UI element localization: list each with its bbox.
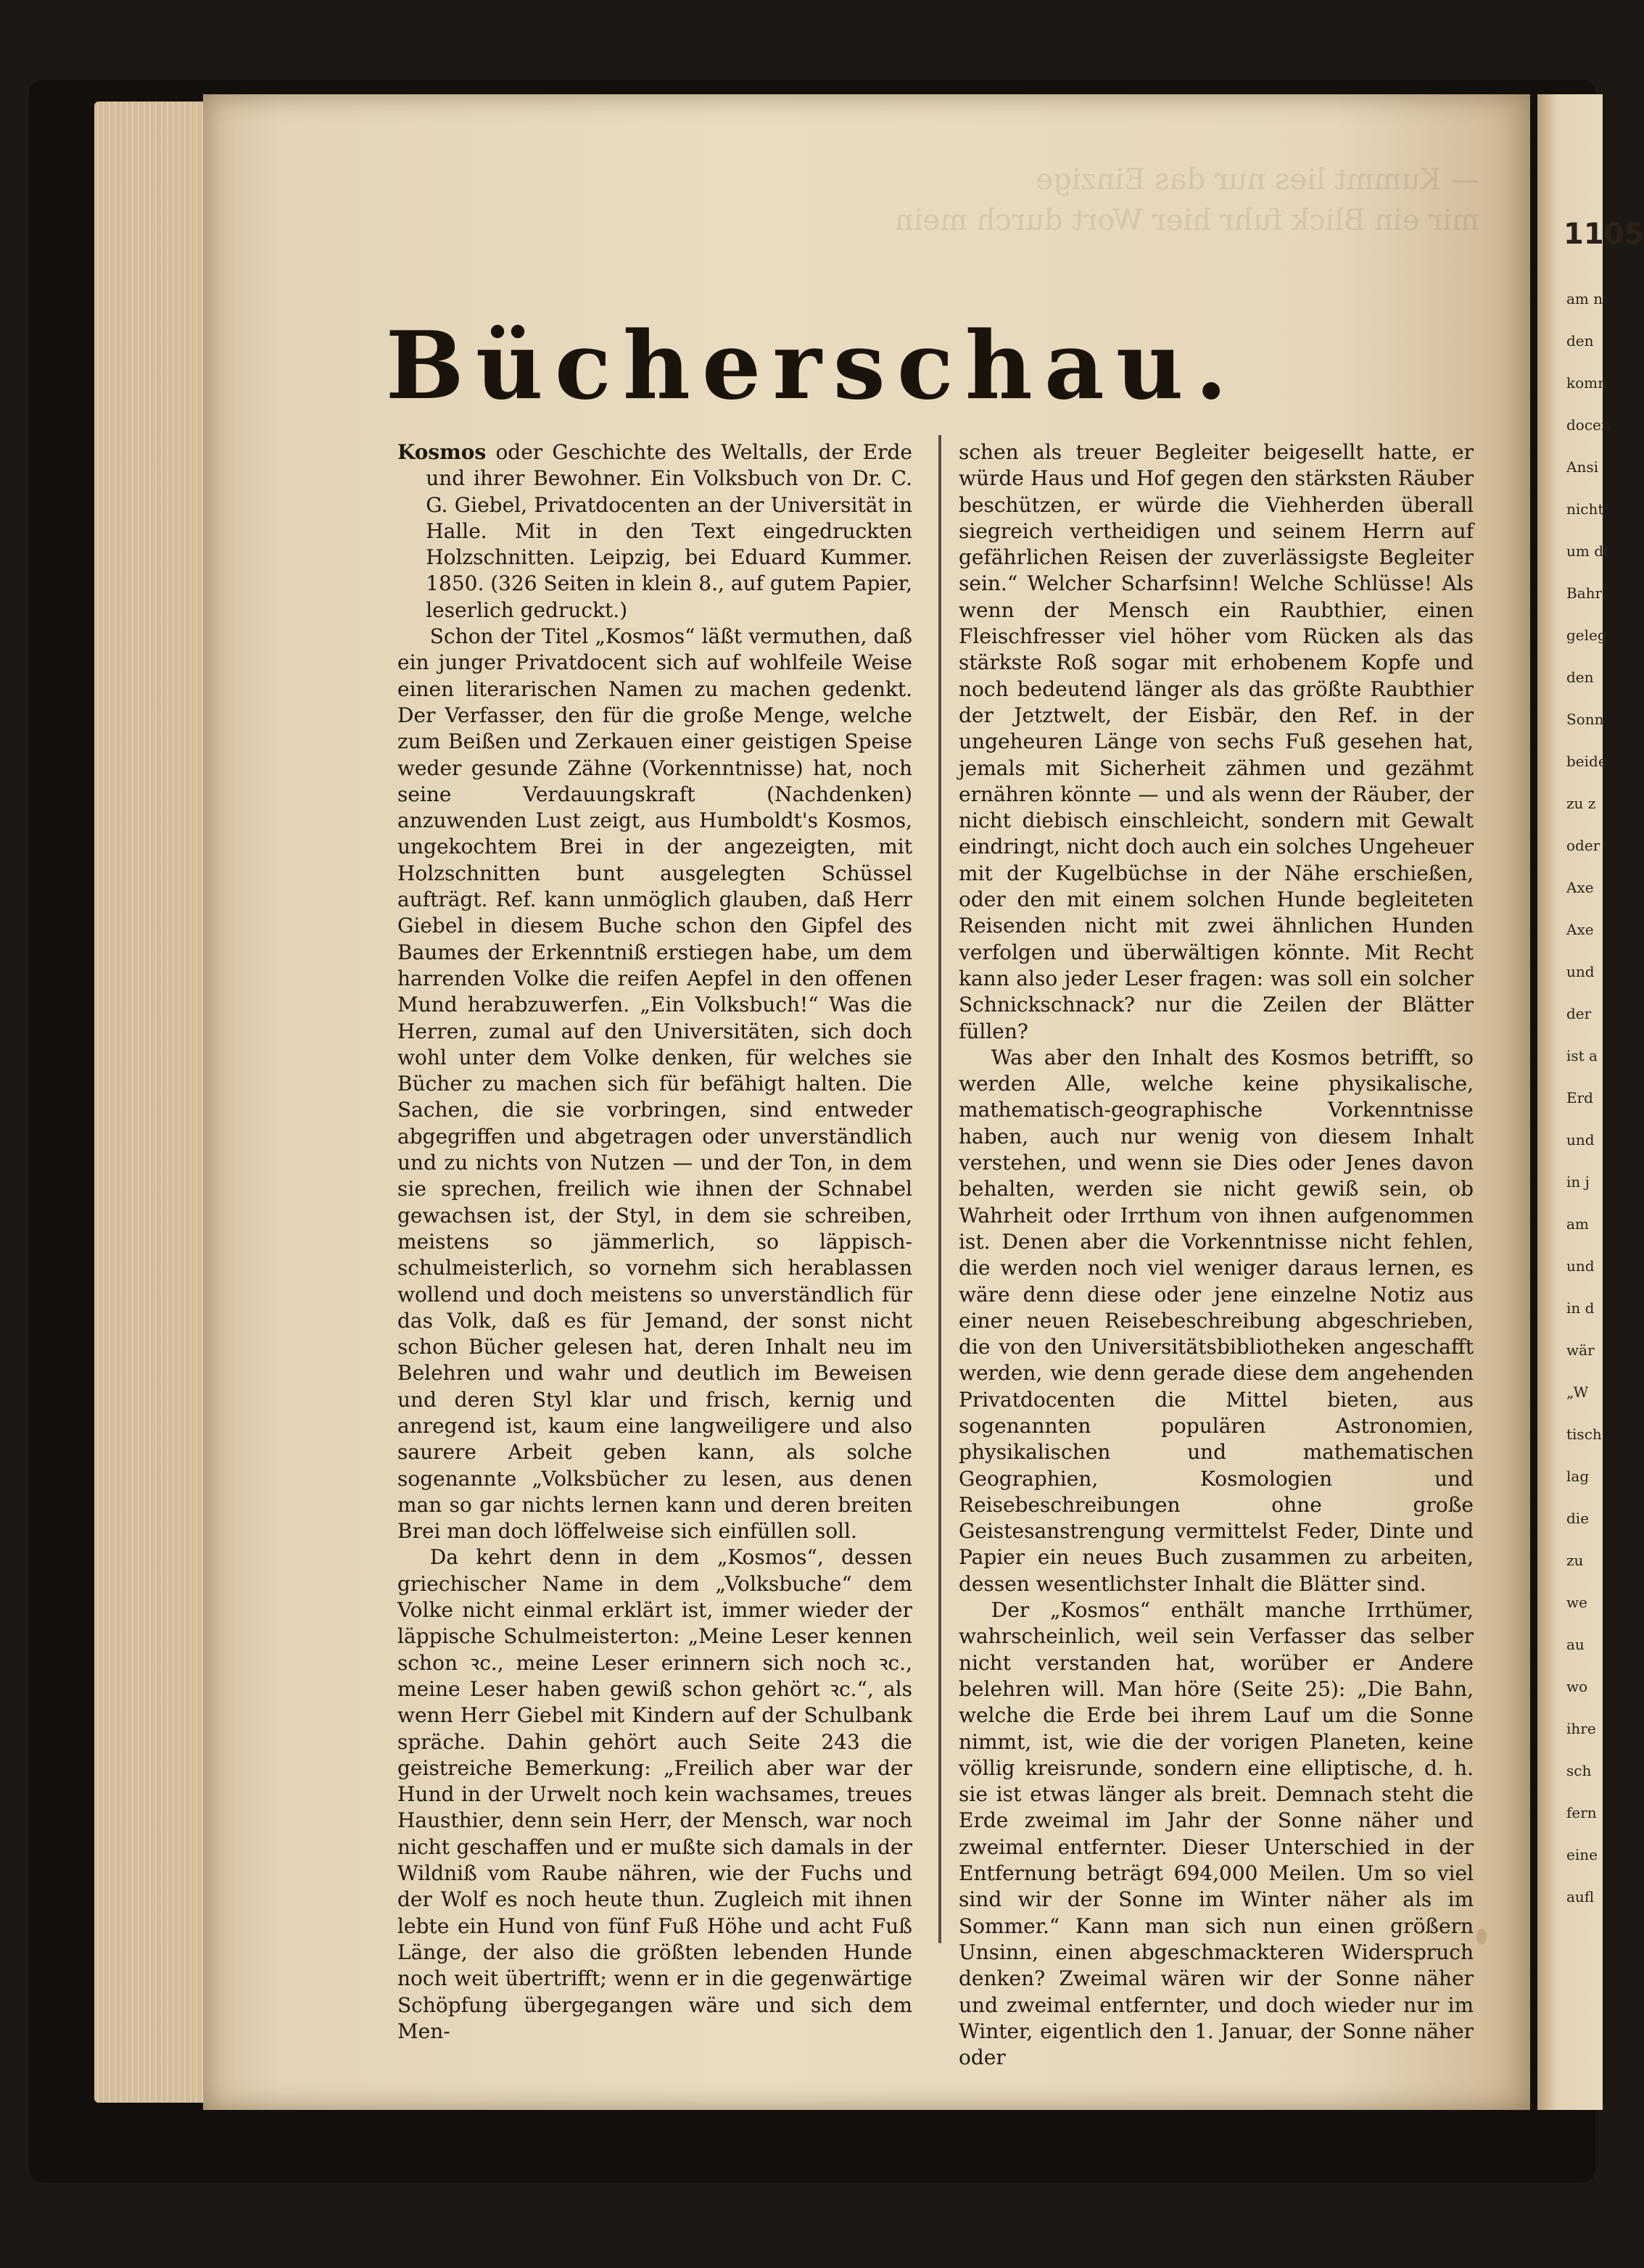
facing-page-fragment: in j	[1566, 1173, 1590, 1191]
facing-page-fragment: zu	[1566, 1552, 1584, 1569]
left-column	[397, 439, 912, 2043]
paragraph: Der „Kosmos“ enthält manche Irrthümer, wahrscheinlich, weil sein Verfasser das selber nicht verstanden hat, worüber er Andere belehren will. Man höre (Seite 25): „Die Bahn, welche die Erde bei ihrem Lauf um die Sonne nimmt, ist, wie die der vorigen Planeten, keine völlig kreisrunde, sondern eine elliptische, d. h. sie ist etwas länger als breit. Demnach steht die Erde zweimal im Jahr der Sonne näher und zweimal entfernter. Dieser Unterschied in der Entfernung beträgt 694,000 Meilen. Um so viel sind wir der Sonne im Winter näher als im Sommer.“ Kann man sich nun einen größern Unsinn, einen abgeschmackteren Widerspruch denken? Zweimal wären wir der Sonne näher und zweimal entfernter, und doch wieder nur im Winter, eigentlich den 1. Januar, der Sonne näher oder	[959, 1598, 1474, 2070]
facing-page-fragment: Bahr	[1566, 584, 1603, 602]
facing-page-fragment: am n	[1566, 290, 1603, 307]
facing-page-fragment: Axe	[1566, 879, 1594, 896]
facing-page-fragment: der	[1566, 1005, 1592, 1022]
facing-page-fragment: den	[1566, 332, 1594, 349]
facing-page-fragment: ist a	[1566, 1047, 1598, 1064]
facing-page-fragment: in d	[1566, 1299, 1595, 1317]
facing-page-number: 1105	[1564, 218, 1644, 251]
page-block-edge	[94, 102, 218, 2103]
entry-title: Kosmos	[397, 440, 487, 464]
facing-page-fragment: Erd	[1566, 1089, 1593, 1106]
facing-page-fragment: und	[1566, 963, 1595, 980]
paper-stain	[1476, 1929, 1487, 1945]
facing-page-fragment: oder	[1566, 837, 1600, 854]
facing-page-fragment: aufl	[1566, 1888, 1595, 1905]
facing-page-fragment: lag	[1566, 1468, 1590, 1485]
review-entry-header	[397, 439, 912, 624]
facing-page-fragment: am	[1566, 1215, 1589, 1233]
show-through-text	[305, 160, 1479, 261]
facing-page-fragment: zu z	[1566, 795, 1596, 812]
facing-page-fragment: Sonn	[1566, 711, 1604, 728]
facing-page-fragment: die	[1566, 1510, 1590, 1527]
facing-page-fragment: um di	[1566, 542, 1608, 560]
right-column	[959, 439, 1474, 2070]
column-divider	[938, 435, 941, 1943]
facing-page-fragment: Ansi	[1566, 458, 1598, 476]
facing-page-fragment: nicht	[1566, 500, 1604, 518]
facing-page-fragment: fern	[1566, 1804, 1597, 1821]
facing-page-fragment: komn	[1566, 374, 1608, 392]
facing-page-fragment: wo	[1566, 1678, 1588, 1695]
facing-page-fragment: geleg	[1566, 626, 1607, 644]
paragraph: Schon der Titel „Kosmos“ läßt vermuthen, daß ein junger Privatdocent sich auf wohlfeile Weise einen literarischen Namen zu machen gedenkt. Der Verfasser, den für die große Menge, welche zum Beißen und Zerkauen einer geistigen Speise weder gesunde Zähne (Vorkenntnisse) hat, noch seine Verdauungskraft (Nachdenken) anzuwenden Lust zeigt, aus Humboldt's Kosmos, ungekochtem Brei in der angezeigten, mit Holzschnitten bunt ausgelegten Schüssel aufträgt. Ref. kann unmöglich glauben, daß Herr Giebel in diesem Buche schon den Gipfel des Baumes der Erkenntniß erstiegen habe, um dem harrenden Volke die reifen Aepfel in den offenen Mund herabzuwerfen. „Ein Volksbuch!“ Was die Herren, zumal auf den Universitäten, sich doch wohl unter dem Volke denken, für welches sie Bücher zu machen sich für befähigt halten. Die Sachen, die sie vorbringen, sind entweder abgegriffen und abgetragen oder unverständlich und zu nichts von Nutzen — und der Ton, in dem sie sprechen, freilich wie ihnen der Schnabel gewachsen ist, der Styl, in dem sie schreiben, meistens so jämmerlich, so läppisch-schulmeisterlich, so vornehm sich herablassen wollend und doch meistens so unverständlich für das Volk, daß es für Jemand, der sonst nicht schon Bücher gelesen hat, deren Inhalt neu im Belehren und wahr und deutlich im Beweisen und deren Styl klar und frisch, kernig und anregend ist, kaum eine langweiligere und also saurere Arbeit geben kann, als solche sogenannte „Volksbücher zu lesen, aus denen man so gar nichts lernen kann und deren breiten Brei man doch löffelweise sich einfüllen soll.	[397, 624, 912, 1544]
facing-page-fragment: beide	[1566, 753, 1607, 770]
facing-page-edge	[1537, 94, 1644, 2110]
show-through-line-2: mir ein Blick fuhr hier Wort durch mein	[895, 204, 1479, 237]
facing-page-fragment: au	[1566, 1636, 1585, 1653]
paragraph: Da kehrt denn in dem „Kosmos“, dessen griechischer Name in dem „Volksbuche“ dem Volke nicht einmal erklärt ist, immer wieder der läppische Schulmeisterton: „Meine Leser kennen schon ꝛc., meine Leser erinnern sich noch ꝛc., meine Leser haben gewiß schon gehört ꝛc.“, als wenn Herr Giebel mit Kindern auf der Schulbank spräche. Dahin gehört auch Seite 243 die geistreiche Bemerkung: „Freilich aber war der Hund in der Urwelt noch kein wachsames, treues Hausthier, denn sein Herr, der Mensch, war noch nicht geschaffen und er mußte sich damals in der Wildniß vom Raube nähren, wie der Fuchs und der Wolf es noch heute thun. Zugleich mit ihnen lebte ein Hund von fünf Fuß Höhe und acht Fuß Länge, der also die größten lebenden Hunde noch weit übertrifft; wenn er in die gegenwärtige Schöpfung übergegangen wäre und sich dem Men-	[397, 1545, 912, 2043]
facing-page-fragment: und	[1566, 1131, 1595, 1149]
facing-page-fragment: den	[1566, 669, 1594, 686]
facing-page-fragment: we	[1566, 1594, 1587, 1611]
facing-page-fragment: docen	[1566, 416, 1611, 434]
page-heading: Bücherschau.	[385, 312, 1239, 421]
facing-page-fragment: sch	[1566, 1762, 1592, 1779]
paragraph: schen als treuer Begleiter beigesellt hatte, er würde Haus und Hof gegen den stärksten Räuber beschützen, er würde die Viehherden überall siegreich vertheidigen und seinem Herrn auf gefährlichen Reisen der zuverlässigste Begleiter sein.“ Welcher Scharfsinn! Welche Schlüsse! Als wenn der Mensch ein Raubthier, einen Fleischfresser viel höher vom Rücken als das stärkste Roß sogar mit erhobenem Kopfe und noch bedeutend länger als das größte Raubthier der Jetztwelt, der Eisbär, den Ref. in der ungeheuren Länge von sechs Fuß gesehen hat, jemals mit Sicherheit zähmen und gezähmt ernähren könnte — und als wenn der Räuber, der nicht diebisch einschleicht, sondern mit Gewalt eindringt, nicht doch auch ein solches Ungeheuer mit der Kugelbüchse in der Nähe erschießen, oder den mit einem solchen Hunde begleiteten Reisenden nicht mit zwei ähnlichen Hunden verfolgen und überwältigen könnte. Mit Recht kann also jeder Leser fragen: was soll ein solcher Schnickschnack? nur die Zeilen der Blätter füllen?	[959, 440, 1474, 1043]
facing-page-fragment: „W	[1566, 1383, 1589, 1401]
paragraph: Was aber den Inhalt des Kosmos betrifft, so werden Alle, welche keine physikalische, mathematisch-geographische Vorkenntnisse haben, auch nur wenig von diesem Inhalt verstehen, und wenn sie Dies oder Jenes davon behalten, werden sie nicht gewiß sein, ob Wahrheit oder Irrthum von ihnen aufgenommen ist. Denen aber die Vorkenntnisse nicht fehlen, die werden noch viel weniger daraus lernen, es wäre denn diese oder jene einzelne Notiz aus einer neuen Reisebeschreibung abgeschrieben, die von den Universitätsbibliotheken angeschafft werden, wie denn gerade diese dem angehenden Privatdocenten die Mittel bieten, aus sogenannten populären Astronomien, physikalischen und mathematischen Geographien, Kosmologien und Reisebeschreibungen ohne große Geistesanstrengung vermittelst Feder, Dinte und Papier ein neues Buch zusammen zu arbeiten, dessen wesentlichster Inhalt die Blätter sind.	[959, 1045, 1474, 1596]
show-through-line-1: — Kummt lies nur das Einzige	[1036, 163, 1479, 196]
facing-page-fragment: wär	[1566, 1341, 1595, 1359]
entry-text: oder Geschichte des Weltalls, der Erde und ihrer Bewohner. Ein Volksbuch von Dr. C. G. Giebel, Privatdocenten an der Universität in Halle. Mit in den Text eingedruckten Holzschnitten. Leipzig, bei Eduard Kummer. 1850. (326 Seiten in klein 8., auf gutem Papier, leserlich gedruckt.)	[426, 440, 912, 622]
facing-page-fragment: tisch	[1566, 1425, 1602, 1443]
facing-page-fragment: Axe	[1566, 921, 1594, 938]
facing-page-fragment: ihre	[1566, 1720, 1596, 1737]
facing-page-fragment: eine	[1566, 1846, 1598, 1863]
facing-page-fragment: und	[1566, 1257, 1595, 1275]
